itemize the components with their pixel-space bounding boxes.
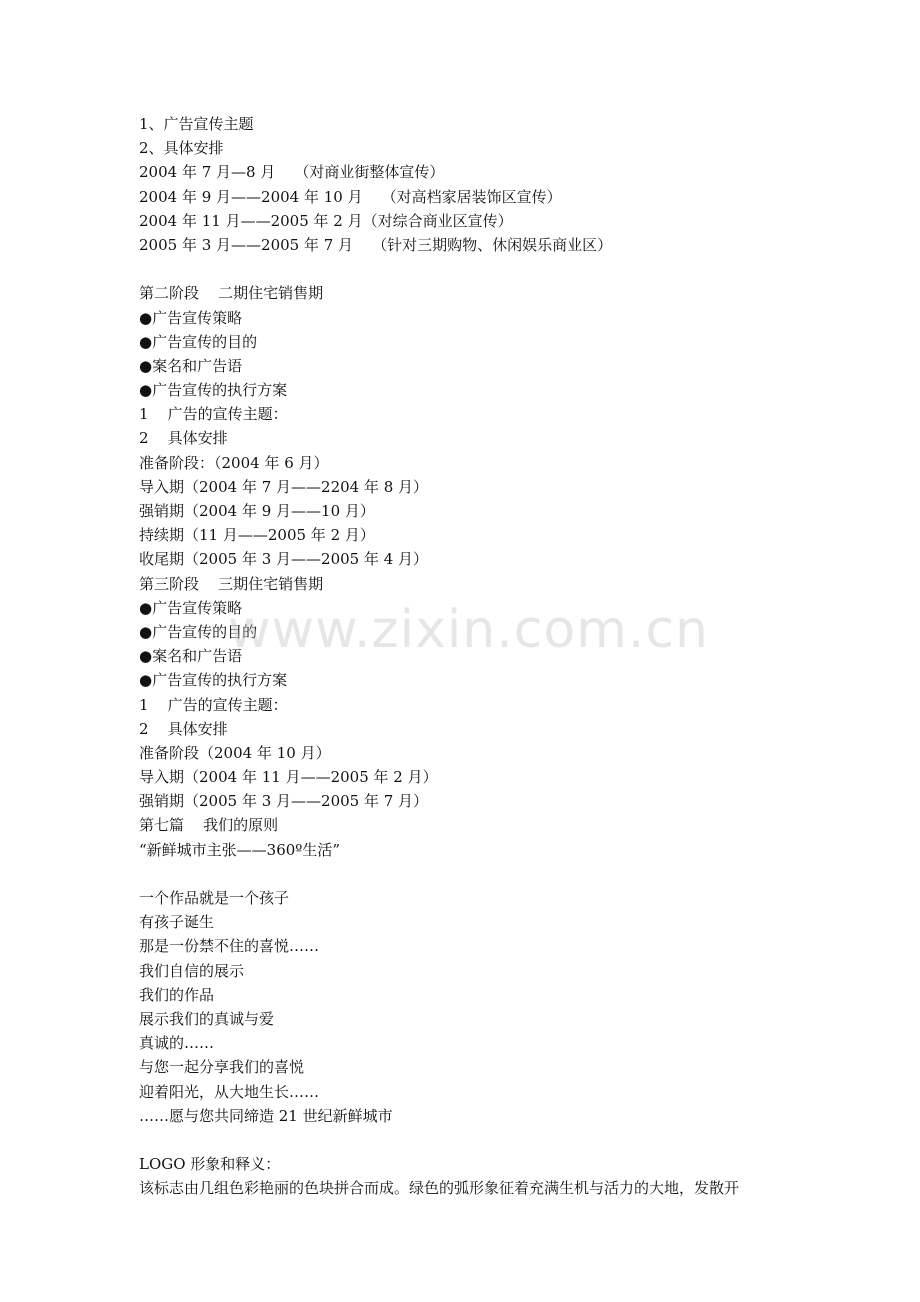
poem-line: 一个作品就是一个孩子 — [139, 889, 290, 907]
poem-line: 有孩子诞生 — [139, 913, 215, 932]
poem-line: 真诚的…… — [139, 1034, 215, 1053]
section-heading: 2、具体安排 — [139, 139, 224, 158]
poem-line: 我们的作品 — [139, 985, 215, 1004]
chapter-heading: 第七篇 我们的原则 — [139, 816, 279, 835]
blank-line — [139, 1128, 799, 1152]
poem-line: ……愿与您共同缔造 21 世纪新鲜城市 — [139, 1106, 393, 1125]
bullet-item: ●广告宣传的执行方案 — [139, 671, 288, 690]
watermark: www.zixin.com.cn — [228, 600, 709, 660]
schedule-line: 导入期（2004 年 7 月——2204 年 8 月） — [139, 477, 429, 496]
bullet-item: ●案名和广告语 — [139, 356, 243, 375]
poem-line: 迎着阳光，从大地生长…… — [139, 1082, 320, 1101]
section-heading: 1、广告宣传主题 — [139, 115, 254, 133]
phase-heading: 第三阶段 三期住宅销售期 — [139, 574, 324, 593]
phase-heading: 第二阶段 二期住宅销售期 — [139, 284, 324, 303]
slogan: “新鲜城市主张——360º生活” — [139, 840, 341, 859]
schedule-line: 准备阶段：（2004 年 6 月） — [139, 453, 329, 472]
blank-line — [139, 862, 799, 886]
schedule-line: 2004 年 9 月——2004 年 10 月 （对高档家居装饰区宣传） — [139, 187, 562, 206]
bullet-item: ●广告宣传的目的 — [139, 332, 258, 351]
body-paragraph: 该标志由几组色彩艳丽的色块拼合而成。绿色的弧形象征着充满生机与活力的大地，发散开 — [139, 1179, 740, 1198]
numbered-item: 1 广告的宣传主题： — [139, 695, 288, 714]
schedule-line: 2004 年 7 月—8 月 （对商业街整体宣传） — [139, 163, 445, 182]
document-page — [139, 112, 799, 1200]
poem-line: 我们自信的展示 — [139, 961, 245, 980]
numbered-item: 1 广告的宣传主题： — [139, 405, 288, 424]
schedule-line: 强销期（2005 年 3 月——2005 年 7 月） — [139, 792, 429, 811]
numbered-item: 2 具体安排 — [139, 719, 228, 738]
bullet-item: ●广告宣传的执行方案 — [139, 381, 288, 400]
bullet-item: ●广告宣传策略 — [139, 308, 243, 327]
schedule-line: 2005 年 3 月——2005 年 7 月 （针对三期购物、休闲娱乐商业区） — [139, 235, 613, 254]
bullet-item: ●广告宣传的目的 — [139, 622, 258, 641]
bullet-item: ●案名和广告语 — [139, 647, 243, 666]
schedule-line: 2004 年 11 月——2005 年 2 月（对综合商业区宣传） — [139, 211, 513, 230]
schedule-line: 导入期（2004 年 11 月——2005 年 2 月） — [139, 768, 438, 787]
numbered-item: 2 具体安排 — [139, 429, 228, 448]
blank-line — [139, 257, 799, 281]
bullet-item: ●广告宣传策略 — [139, 598, 243, 617]
schedule-line: 持续期（11 月——2005 年 2 月） — [139, 526, 375, 545]
schedule-line: 准备阶段（2004 年 10 月） — [139, 743, 331, 762]
schedule-line: 强销期（2004 年 9 月——10 月） — [139, 502, 375, 520]
schedule-line: 收尾期（2005 年 3 月——2005 年 4 月） — [139, 550, 429, 569]
poem-line: 那是一份禁不住的喜悦…… — [139, 937, 320, 956]
poem-line: 展示我们的真诚与爱 — [139, 1009, 275, 1028]
logo-heading: LOGO 形象和释义： — [139, 1155, 281, 1174]
poem-line: 与您一起分享我们的喜悦 — [139, 1058, 305, 1077]
